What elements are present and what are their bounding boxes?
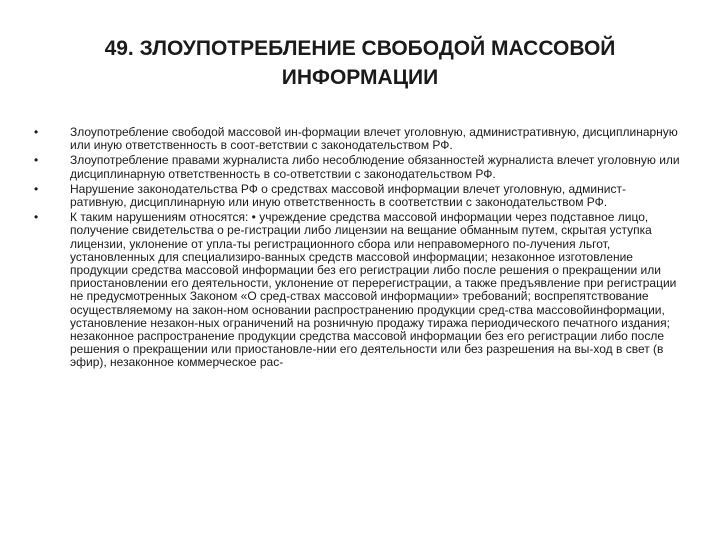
bullet-item: [30, 154, 680, 180]
bullet-dot-icon: •: [34, 210, 39, 225]
bullet-text: К таким нарушениям относятся: • учреждение средства массовой информации через подставное лицо, получение свидетельства о ре-гистрации либо лицензии на вещание обманным путем, скрытая уступка лицензии, уклонение от упла-ты регистрационного сбора или неправомерного по-лучения льгот, установленных для специализиро-ванных средств массовой информации; незаконное изготовление продукции средства массовой информации без его регистрации либо после решения о прекращении или приостановлении его деятельности, уклонение от перерегистрации, а также предъявление при регистрации не предусмотренных Законом «О сред-ствах массовой информации» требований; воспрепятствование осуществляемому на закон-ном основании распространению продукции сред-ства массовойинформации, установление незакон-ных ограничений на розничную продажу тиража периодического печатного издания; незаконное распространение продукции средства массовой информации без его регистрации либо после решения о прекращении или приостановле-нии его деятельности или без разрешения на вы-ход в свет (в эфир), незаконное коммерческое рас-: [70, 210, 677, 370]
bullet-dot-icon: •: [34, 153, 39, 168]
bullet-text: Злоупотребление правами журналиста либо несоблюдение обязанностей журналиста влечет уголовную или дисциплинарную ответственность в со-ответствии с законодательством РФ.: [70, 153, 680, 181]
bullet-dot-icon: •: [34, 181, 39, 196]
bullet-item: [30, 126, 680, 152]
bullet-text: Злоупотребление свободой массовой ин-формации влечет уголовную, административную, дисциплинарную или иную ответственность в соот-ветствии с законодательством РФ.: [70, 125, 678, 153]
bullet-dot-icon: •: [34, 125, 39, 139]
slide-title: 49. ЗЛОУПОТРЕБЛЕНИЕ СВОБОДОЙ МАССОВОЙ ИНФОРМАЦИИ: [104, 37, 616, 89]
bullet-item: [30, 211, 680, 369]
bullet-list: [30, 126, 680, 372]
bullet-item: [30, 183, 680, 209]
bullet-text: Нарушение законодательства РФ о средствах массовой информации влечет уголовную, админист-ративную, дисциплинарную или иную ответственность в соответствии с законодательством РФ.: [70, 181, 626, 210]
